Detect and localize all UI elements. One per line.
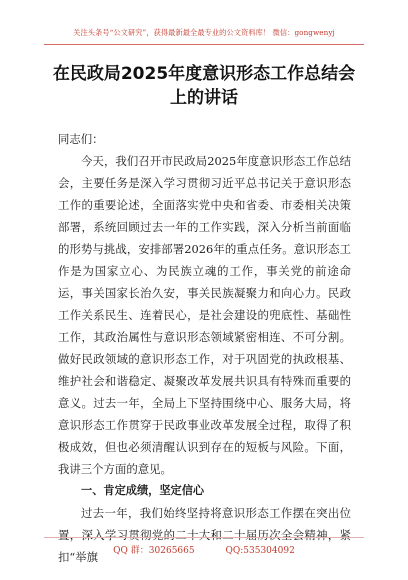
document-body	[58, 128, 351, 568]
section-1-paragraph: 过去一年，我们始终坚持将意识形态工作摆在突出位置，深入学习贯彻党的二十大和二十届历次全会精神，紧扣“举旗	[58, 506, 351, 564]
header-banner: 关注头条号“公文研究”，获得最新最全最专业的公文资料库！ 微信：gongwenyj	[73, 28, 335, 37]
footer	[0, 543, 408, 556]
opening-paragraph: 今天，我们召开市民政局2025年度意识形态工作总结会，主要任务是深入学习贯彻习近平总书记关于意识形态工作的重要论述，全面落实党中央和省委、市委相关决策部署，系统回顾过去一年的工作实践，深入分析当前面临的形势与挑战，安排部署2026年的重点任务。意识形态工作是为国家立心、为民族立魂的工作，事关党的前途命运，事关国家长治久安，事关民族凝聚力和向心力。民政工作关系民生、连着民心，是社会建设的兜底性、基础性工作，其政治属性与意识形态领域紧密相连、不可分割。做好民政领域的意识形态工作，对于巩固党的执政根基、维护社会和谐稳定、凝聚改革发展共识具有特殊而重要的意义。过去一年，全局上下坚持围绕中心、服务大局，将意识形态工作贯穿于民政事业改革发展全过程，取得了积极成效，但也必须清醒认识到存在的短板与风险。下面，我讲三个方面的意见。	[58, 154, 351, 476]
document-title-line-2: 上的讲话	[170, 88, 238, 108]
footer-qq-group: QQ 群：30265665	[113, 546, 195, 556]
section-heading-1: 一、肯定成绩，坚定信心	[81, 484, 205, 497]
document-title	[30, 62, 378, 110]
footer-qq: QQ:535304092	[225, 546, 295, 556]
document-title-line-1: 在民政局2025年度意识形态工作总结会	[52, 64, 356, 84]
header-divider	[44, 44, 364, 45]
salutation: 同志们：	[58, 132, 104, 146]
footer-divider	[44, 537, 364, 538]
